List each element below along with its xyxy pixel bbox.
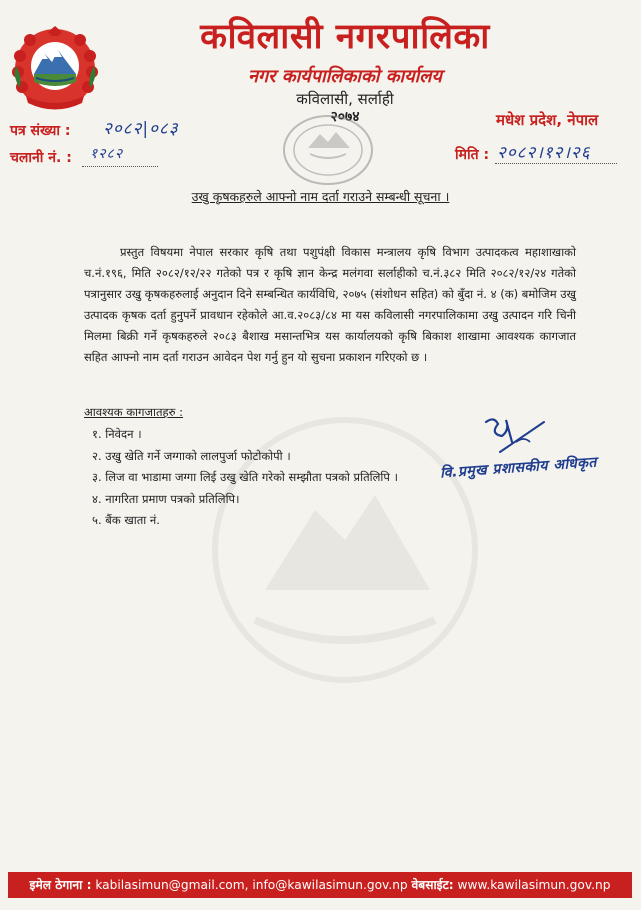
nepal-emblem-icon <box>12 26 98 112</box>
office-address: कविलासी, सर्लाही <box>296 90 394 108</box>
notice-body: प्रस्तुत विषयमा नेपाल सरकार कृषि तथा पशुपंक्षी विकास मन्त्रालय कृषि विभाग उत्पादकत्व महाशाखाको च.नं.१९६, मिति २०८२/१२/२२ गतेको पत्र र कृषि ज्ञान केन्द्र मलंगवा सर्लाहीको च.नं.३८२ मिति २०८२/१२/२४ गतेको पत्रानुसार उखु कृषकहरुलाई अनुदान दिने सम्बन्धित कार्यविधि, २०७५ (संशोधन सहित) को बुँदा नं. ४ (क) बमोजिम उखु उत्पादक कृषक दर्ता हुनुपर्ने प्रावधान रहेकोले आ.व.२०८३/८४ मा यस कविलासी नगरपालिकामा उखु उत्पादन गरि चिनी मिलमा बिक्री गर्ने कृषकहरुले २०८३ बैशाख मसान्तभित्र यस कार्यालयको कृषि बिकाश शाखामा आवश्यक कागजात सहित आफ्नो नाम दर्ता गराउन आवेदन पेश गर्नु हुन यो सुचना प्रकाशन गरिएको छ । <box>84 245 576 364</box>
signatory-title: वि.प्रमुख प्रशासकीय अधिकृत <box>439 454 598 482</box>
document-item: ४. नागरिता प्रमाण पत्रको प्रतिलिपि। <box>92 491 240 506</box>
letter-number-value: २०८२|०८३ <box>103 119 179 139</box>
footer-emails[interactable]: kabilasimun@gmail.com, info@kawilasimun.gov.np <box>95 878 408 892</box>
official-stamp-icon <box>268 110 388 190</box>
municipality-name: कविलासी नगरपालिका <box>200 16 490 57</box>
dispatch-number-underline <box>82 166 158 167</box>
document-item: २. उखु खेति गर्ने जग्गाको लालपुर्जा फोटोकोपी । <box>92 448 291 463</box>
dispatch-number-label: चलानी नं. : <box>10 150 72 166</box>
establishment-year: २०७४ <box>330 109 360 125</box>
footer-website-label: वेबसाईट: <box>411 878 454 892</box>
document-item: १. निवेदन । <box>92 427 142 441</box>
footer-email-label: इमेल ठेगाना : <box>29 878 92 892</box>
date-value: २०८२।१२।२६ <box>497 143 591 163</box>
date-underline <box>495 163 617 164</box>
footer-contact-bar <box>8 872 632 898</box>
document-item: ३. लिज वा भाडामा जग्गा लिई उखु खेति गरेको सम्झौता पत्रको प्रतिलिपि । <box>92 470 398 484</box>
documents-list <box>92 424 398 532</box>
documents-heading: आवश्यक कागजातहरु : <box>84 405 184 419</box>
footer-website[interactable]: www.kawilasimun.gov.np <box>457 878 611 892</box>
dispatch-number-value: १२८२ <box>90 146 124 162</box>
document-item: ५. बैंक खाता नं. <box>92 513 160 527</box>
province-label: मधेश प्रदेश, नेपाल <box>496 111 599 129</box>
office-name: नगर कार्यपालिकाको कार्यालय <box>248 66 442 87</box>
notice-title: उखु कृषकहरुले आफ्नो नाम दर्ता गराउने सम्बन्धी सूचना । <box>191 189 450 204</box>
letter-number-label: पत्र संख्या : <box>10 123 71 139</box>
date-label: मिति : <box>455 147 490 163</box>
